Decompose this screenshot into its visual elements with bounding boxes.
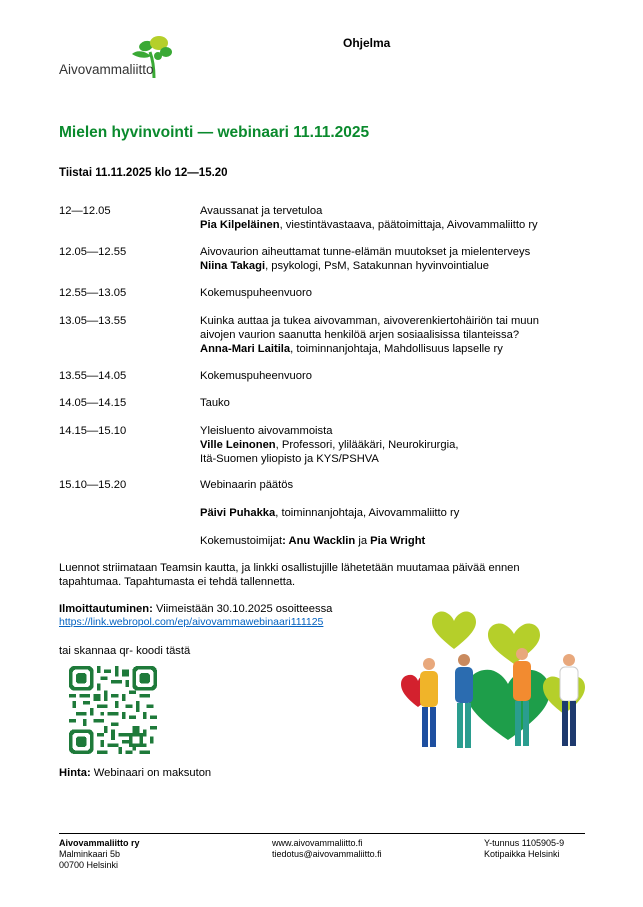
co-speakers-label: Kokemustoimijat — [200, 535, 283, 547]
registration-link[interactable]: https://link.webropol.com/ep/aivovammawebinaari111125 — [59, 616, 324, 628]
co-speakers-and: ja — [355, 535, 371, 547]
schedule-speaker — [200, 342, 580, 356]
logo-text: Aivovammaliitto — [59, 62, 154, 77]
schedule-description — [200, 286, 580, 300]
schedule-time: 13.55—14.05 — [59, 370, 127, 382]
speaker-name: Ville Leinonen — [200, 439, 276, 451]
schedule-description — [200, 204, 580, 232]
streaming-info-line: Luennot striimataan Teamsin kautta, ja linkki osallistujille lähetetään muutamaa päivää ennen — [59, 562, 520, 574]
qr-code[interactable] — [69, 666, 157, 754]
footer-postal: 00700 Helsinki — [59, 860, 119, 870]
document-label: Ohjelma — [343, 36, 391, 50]
event-date: Tiistai 11.11.2025 klo 12—15.20 — [59, 167, 228, 179]
schedule-description — [200, 314, 580, 356]
schedule-time: 12—12.05 — [59, 205, 111, 217]
co-speaker-name: Pia Wright — [370, 535, 426, 547]
footer-domicile: Kotipaikka Helsinki — [484, 849, 560, 859]
schedule-speaker — [200, 438, 580, 452]
schedule-topic: Tauko — [200, 397, 230, 409]
footer-business-id: Y-tunnus 1105905-9 — [484, 838, 565, 848]
streaming-info — [59, 561, 559, 589]
speaker-title: , viestintävastaava, päätoimittaja, Aivovammaliitto ry — [279, 219, 538, 231]
qr-instruction: tai skannaa qr- koodi tästä — [59, 645, 191, 657]
footer-website[interactable]: www.aivovammaliitto.fi — [272, 838, 363, 848]
footer-email[interactable]: tiedotus@aivovammaliitto.fi — [272, 849, 382, 859]
registration-text: Viimeistään 30.10.2025 osoitteessa — [152, 603, 333, 615]
people-with-hearts-illustration — [384, 592, 610, 772]
schedule-topic: Avaussanat ja tervetuloa — [200, 205, 323, 217]
person-figure — [420, 658, 438, 747]
footer-street: Malminkaari 5b — [59, 849, 121, 859]
speaker-title: , toiminnanjohtaja, Aivovammaliitto ry — [275, 507, 460, 519]
schedule-time: 14.15—15.10 — [59, 425, 127, 437]
schedule-topic: Kokemuspuheenvuoro — [200, 370, 312, 382]
schedule-time: 12.05—12.55 — [59, 246, 127, 258]
schedule-time: 15.10—15.20 — [59, 479, 127, 491]
schedule-topic: Kuinka auttaa ja tukea aivovamman, aivoverenkiertohäiriön tai muun — [200, 315, 539, 327]
footer-address — [59, 838, 140, 871]
streaming-info-line: tapahtumaa. Tapahtumasta ei tehdä tallennetta. — [59, 576, 296, 588]
co-speaker-name: : Anu Wacklin — [282, 535, 356, 547]
schedule-time: 13.05—13.55 — [59, 315, 127, 327]
person-figure — [560, 654, 578, 746]
speaker-name: Pia Kilpeläinen — [200, 219, 280, 231]
schedule-description — [200, 245, 580, 273]
heart-icon — [488, 623, 540, 664]
speaker-title: , Professori, ylilääkäri, Neurokirurgia, — [275, 439, 459, 451]
schedule-description — [200, 369, 580, 383]
schedule-speaker — [200, 259, 580, 273]
price-text: Webinaari on maksuton — [90, 767, 212, 779]
schedule-description — [200, 424, 580, 466]
person-figure — [513, 648, 531, 746]
price-label: Hinta: — [59, 767, 91, 779]
speaker-affiliation: Itä-Suomen yliopisto ja KYS/PSHVA — [200, 453, 379, 465]
speaker-name: Päivi Puhakka — [200, 507, 276, 519]
speaker-title: , toiminnanjohtaja, Mahdollisuus lapselle ry — [290, 343, 503, 355]
schedule-time: 12.55—13.05 — [59, 287, 127, 299]
person-figure — [455, 654, 473, 748]
schedule-topic: Webinaarin päätös — [200, 479, 294, 491]
speaker-name: Anna-Mari Laitila — [200, 343, 291, 355]
footer-company-info — [484, 838, 564, 860]
schedule-topic: Aivovaurion aiheuttamat tunne-elämän muutokset ja mielenterveys — [200, 246, 531, 258]
speaker-title: , psykologi, PsM, Satakunnan hyvinvointialue — [265, 260, 489, 272]
schedule-speaker — [200, 218, 580, 232]
schedule-description — [200, 478, 580, 492]
schedule-topic: Yleisluento aivovammoista — [200, 425, 333, 437]
page-title: Mielen hyvinvointi — webinaari 11.11.2025 — [59, 124, 370, 141]
speaker-name: Niina Takagi — [200, 260, 266, 272]
co-speakers-text — [200, 534, 580, 548]
closing-speaker-text — [200, 506, 580, 520]
footer-divider — [59, 833, 585, 834]
heart-icon — [432, 611, 476, 649]
footer-contact — [272, 838, 382, 860]
schedule-topic: aivojen vaurion saanutta henkilöä arjen sosiaalisissa tilanteissa? — [200, 329, 520, 341]
heart-icon — [466, 670, 550, 740]
footer-org: Aivovammaliitto ry — [59, 838, 140, 848]
registration-label: Ilmoittautuminen: — [59, 603, 153, 615]
schedule-time: 14.05—14.15 — [59, 397, 127, 409]
schedule-description — [200, 396, 580, 410]
schedule-topic: Kokemuspuheenvuoro — [200, 287, 312, 299]
